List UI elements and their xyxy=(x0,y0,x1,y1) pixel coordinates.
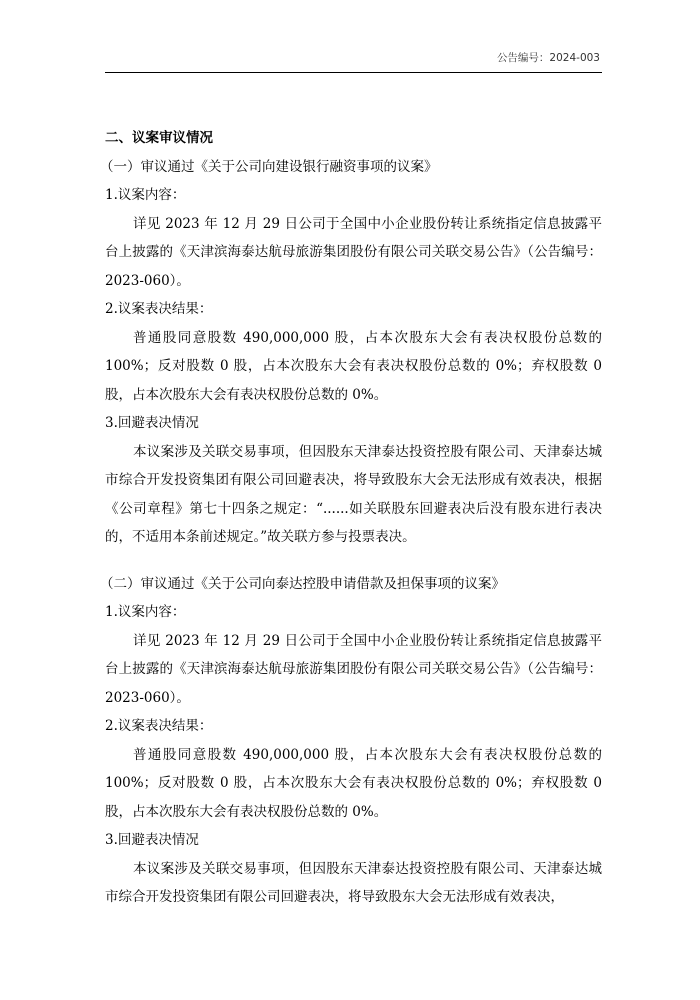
proposal-1-recusal-label: 3.回避表决情况 xyxy=(105,415,199,431)
proposal-2-recusal-label: 3.回避表决情况 xyxy=(105,832,199,848)
proposal-1-content-label: 1.议案内容： xyxy=(105,187,186,203)
header-divider xyxy=(105,72,602,73)
proposal-2-result-text: 普通股同意股数 490,000,000 股，占本次股东大会有表决权股份总数的 100%；反对股数 0 股，占本次股东大会有表决权股份总数的 0%；弃权股数 0 股，占本次股东大会有表决权股份总数的 0%。 xyxy=(105,746,602,820)
proposal-1-recusal-text: 本议案涉及关联交易事项，但因股东天津泰达投资控股有限公司、天津泰达城市综合开发投资集团有限公司回避表决，将导致股东大会无法形成有效表决，根据《公司章程》第七十四条之规定：“......如关联股东回避表决后没有股东进行表决的，不适用本条前述规定。”故关联方参与投票表决。 xyxy=(105,443,602,545)
proposal-2-result-label: 2.议案表决结果： xyxy=(105,718,213,734)
proposal-2-content-text: 详见 2023 年 12 月 29 日公司于全国中小企业股份转让系统指定信息披露平台上披露的《天津滨海泰达航母旅游集团股份有限公司关联交易公告》（公告编号：2023-060）。 xyxy=(105,632,602,706)
announcement-number: 公告编号：2024-003 xyxy=(496,52,600,64)
paragraph-gap xyxy=(105,552,602,570)
proposal-2-content-label: 1.议案内容： xyxy=(105,604,186,620)
proposal-1-result-label: 2.议案表决结果： xyxy=(105,301,213,317)
document-body xyxy=(100,124,602,912)
proposal-1-content-text: 详见 2023 年 12 月 29 日公司于全国中小企业股份转让系统指定信息披露平台上披露的《天津滨海泰达航母旅游集团股份有限公司关联交易公告》（公告编号：2023-060）。 xyxy=(105,215,602,289)
proposal-1-heading: （一）审议通过《关于公司向建设银行融资事项的议案》 xyxy=(100,158,438,175)
proposal-2-heading: （二）审议通过《关于公司向泰达控股申请借款及担保事项的议案》 xyxy=(100,575,505,592)
proposal-2-recusal-text: 本议案涉及关联交易事项，但因股东天津泰达投资控股有限公司、天津泰达城市综合开发投资集团有限公司回避表决，将导致股东大会无法形成有效表决， xyxy=(105,860,602,905)
proposal-1-result-text: 普通股同意股数 490,000,000 股，占本次股东大会有表决权股份总数的 100%；反对股数 0 股，占本次股东大会有表决权股份总数的 0%；弃权股数 0 股，占本次股东大会有表决权股份总数的 0%。 xyxy=(105,329,602,403)
section-title: 二、议案审议情况 xyxy=(105,130,213,146)
